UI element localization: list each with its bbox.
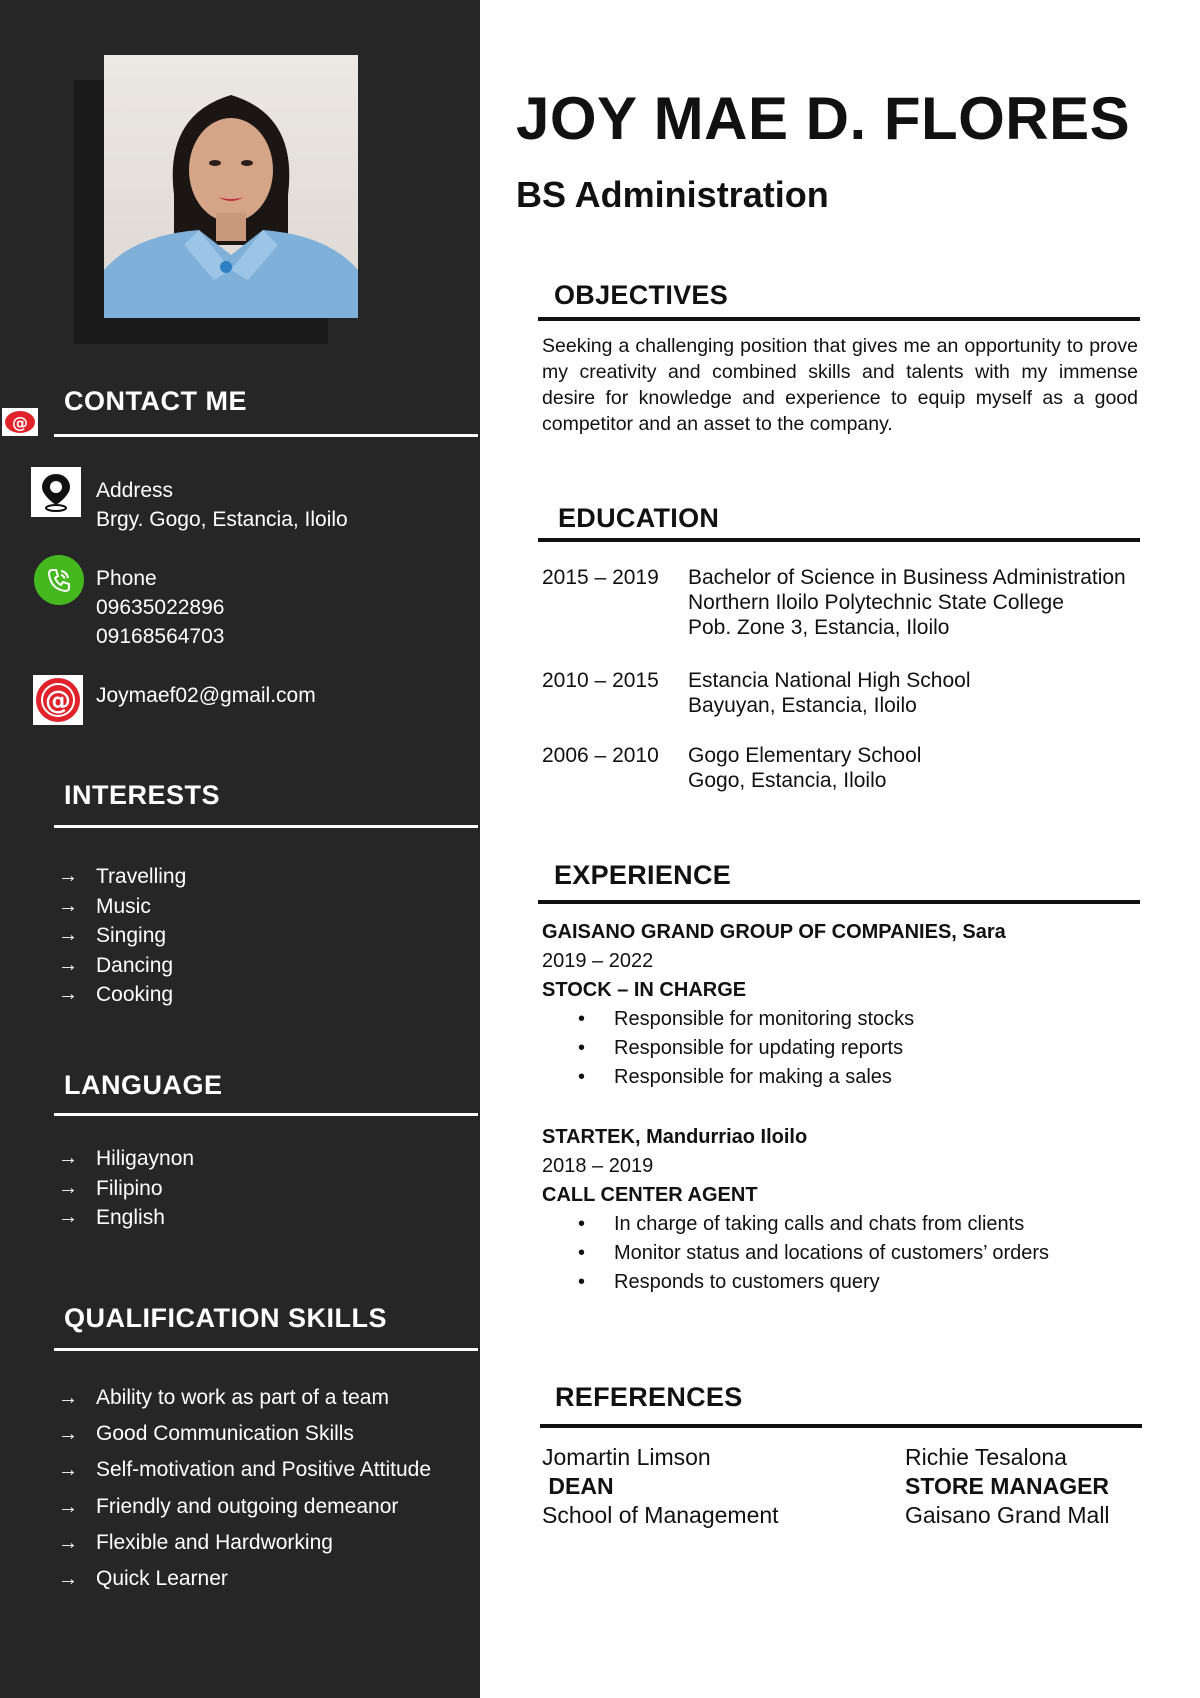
experience-job [542, 918, 1006, 1092]
education-entry [542, 565, 1126, 640]
reference-name: Jomartin Limson [542, 1444, 711, 1470]
arrow-icon: → [58, 924, 78, 946]
location-pin-icon [31, 467, 81, 517]
objectives-rule [538, 317, 1140, 321]
skills-heading: QUALIFICATION SKILLS [64, 1303, 387, 1333]
svg-text:@: @ [12, 413, 28, 432]
list-item: → English [58, 1203, 194, 1233]
interests-list [58, 862, 186, 1010]
reference-title: STORE MANAGER [905, 1473, 1110, 1499]
arrow-icon: → [58, 983, 78, 1005]
sidebar [0, 0, 480, 1698]
education-details: Bachelor of Science in Business Administration Northern Iloilo Polytechnic State College Pob. Zone 3, Estancia, Iloilo [688, 566, 1126, 639]
education-years: 2006 – 2010 [542, 744, 659, 767]
job-role: STOCK – IN CHARGE [542, 979, 747, 1001]
skills-rule [54, 1348, 478, 1351]
education-entry [542, 668, 971, 718]
experience-rule [538, 900, 1140, 904]
education-rule [538, 538, 1140, 542]
job-years: 2019 – 2022 [542, 950, 654, 972]
main-content [480, 0, 1200, 1698]
experience-job [542, 1123, 1049, 1297]
list-item: → Music [58, 892, 186, 922]
contact-heading: CONTACT ME [64, 386, 247, 416]
list-item: • Responsible for making a sales [578, 1063, 1006, 1092]
skills-list [58, 1380, 431, 1597]
arrow-icon: → [58, 953, 78, 976]
list-item: → Ability to work as part of a team [58, 1380, 431, 1416]
list-item: • Responsible for monitoring stocks [578, 1005, 1006, 1034]
arrow-icon: → [58, 1147, 78, 1169]
arrow-icon: → [58, 1423, 78, 1446]
reference-person [905, 1443, 1110, 1530]
references-heading: REFERENCES [555, 1382, 743, 1412]
list-item: → Hiligaynon [58, 1144, 194, 1174]
education-details: Estancia National High School Bayuyan, Estancia, Iloilo [688, 669, 971, 717]
job-role: CALL CENTER AGENT [542, 1184, 758, 1206]
education-details: Gogo Elementary School Gogo, Estancia, Iloilo [688, 744, 922, 792]
list-item: • Monitor status and locations of customers’ orders [578, 1239, 1049, 1268]
list-item: → Quick Learner [58, 1561, 431, 1597]
arrow-icon: → [58, 1387, 78, 1409]
job-company: GAISANO GRAND GROUP OF COMPANIES, Sara [542, 921, 1006, 943]
arrow-icon: → [58, 1206, 78, 1228]
list-item: → Travelling [58, 862, 186, 892]
phone-number-1: 09635022896 [96, 596, 225, 619]
job-duties [542, 1005, 1006, 1092]
phone-icon [34, 555, 84, 605]
job-company: STARTEK, Mandurriao Iloilo [542, 1126, 808, 1148]
job-duties [542, 1210, 1049, 1297]
reference-person [542, 1443, 779, 1530]
objectives-heading: OBJECTIVES [554, 280, 729, 310]
email-icon [33, 675, 83, 725]
email-address: Joymaef02@gmail.com [96, 684, 316, 707]
language-list [58, 1144, 194, 1233]
address-value: Brgy. Gogo, Estancia, Iloilo [96, 508, 348, 531]
email-badge-icon [2, 408, 38, 436]
list-item: → Self-motivation and Positive Attitude [58, 1452, 431, 1488]
interests-heading: INTERESTS [64, 780, 221, 810]
language-rule [54, 1113, 478, 1116]
list-item: • Responsible for updating reports [578, 1034, 1006, 1063]
contact-rule [54, 434, 478, 437]
reference-name: Richie Tesalona [905, 1444, 1067, 1470]
arrow-icon: → [58, 894, 78, 917]
job-years: 2018 – 2019 [542, 1155, 654, 1177]
references-rule [540, 1424, 1142, 1428]
reference-org: Gaisano Grand Mall [905, 1502, 1110, 1528]
reference-org: School of Management [542, 1502, 779, 1528]
phone-block [96, 564, 224, 651]
phone-number-2: 09168564703 [96, 625, 225, 648]
education-heading: EDUCATION [558, 503, 720, 533]
address-block [96, 476, 348, 534]
list-item: • In charge of taking calls and chats from clients [578, 1210, 1049, 1239]
list-item: → Cooking [58, 980, 186, 1010]
profile-photo [104, 55, 358, 318]
arrow-icon: → [58, 1176, 78, 1199]
experience-heading: EXPERIENCE [554, 860, 732, 890]
reference-title: DEAN [542, 1473, 614, 1499]
education-entry [542, 743, 921, 793]
candidate-name: JOY MAE D. FLORES [516, 85, 1131, 152]
candidate-degree: BS Administration [516, 174, 829, 215]
list-item: → Filipino [58, 1174, 194, 1204]
arrow-icon: → [58, 865, 78, 887]
svg-text:@: @ [45, 686, 71, 716]
arrow-icon: → [58, 1459, 78, 1482]
list-item: → Good Communication Skills [58, 1416, 431, 1452]
phone-label: Phone [96, 567, 157, 590]
education-years: 2015 – 2019 [542, 566, 659, 589]
list-item: → Singing [58, 921, 186, 951]
arrow-icon: → [58, 1531, 78, 1554]
list-item: → Dancing [58, 951, 186, 981]
list-item: → Friendly and outgoing demeanor [58, 1489, 431, 1525]
objectives-text: Seeking a challenging position that gives me an opportunity to prove my creativity and combined skills and talents with my immense desire for knowledge and experience to equip myself as a good competitor and an asset to the company. [542, 335, 1138, 435]
interests-rule [54, 825, 478, 828]
list-item: → Flexible and Hardworking [58, 1525, 431, 1561]
address-label: Address [96, 479, 174, 502]
language-heading: LANGUAGE [64, 1070, 223, 1100]
education-years: 2010 – 2015 [542, 669, 659, 692]
arrow-icon: → [58, 1495, 78, 1518]
arrow-icon: → [58, 1568, 78, 1591]
list-item: • Responds to customers query [578, 1268, 1049, 1297]
